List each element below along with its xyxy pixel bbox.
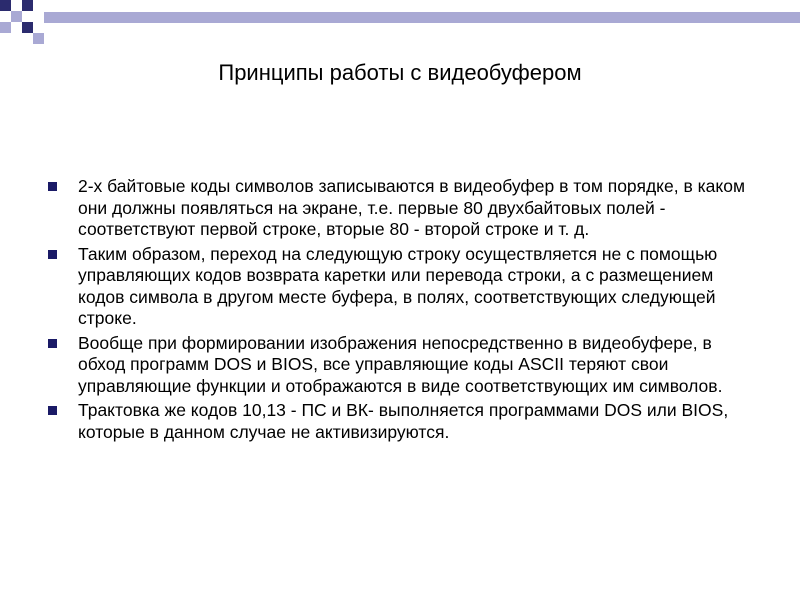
deco-square	[22, 22, 33, 33]
bullet-square-icon	[48, 339, 57, 348]
bullet-text: Вообще при формировании изображения непосредственно в видеобуфере, в обход программ DOS и BIOS, все управляющие коды ASCII теряют свои управляющие функции и отображаются в виде соответствующих им символов.	[78, 332, 723, 396]
deco-square	[22, 11, 33, 22]
bullet-text: Трактовка же кодов 10,13 - ПС и ВК- выполняется программами DOS или BIOS, которые в данном случае не активизируются.	[78, 400, 729, 442]
deco-square	[11, 0, 22, 11]
deco-square	[22, 0, 33, 11]
slide-title: Принципы работы с видеобуфером	[218, 60, 582, 85]
list-item	[48, 244, 760, 330]
bullet-square-icon	[48, 406, 57, 415]
bullet-list	[48, 176, 760, 446]
deco-bar	[44, 12, 800, 23]
bullet-text: Таким образом, переход на следующую строку осуществляется не с помощью управляющих кодов возврата каретки или перевода строки, а с размещением кодов символа в другом месте буфера, в полях, соответствующих следующей строке.	[78, 243, 718, 328]
list-item	[48, 176, 760, 241]
bullet-text: 2-х байтовые коды символов записываются в видеобуфер в том порядке, в каком они должны появляться на экране, т.е. первые 80 двухбайтовых полей - соответствуют первой строке, вторые 80 - второй строке и т. д.	[78, 176, 746, 239]
header-decoration	[0, 0, 800, 48]
deco-square	[11, 22, 22, 33]
list-item	[48, 400, 760, 443]
deco-square	[0, 22, 11, 33]
deco-square	[0, 11, 11, 22]
bullet-square-icon	[48, 250, 57, 259]
deco-square	[0, 0, 11, 11]
list-item	[48, 333, 760, 398]
deco-square	[11, 11, 22, 22]
bullet-square-icon	[48, 182, 57, 191]
deco-square	[33, 33, 44, 44]
